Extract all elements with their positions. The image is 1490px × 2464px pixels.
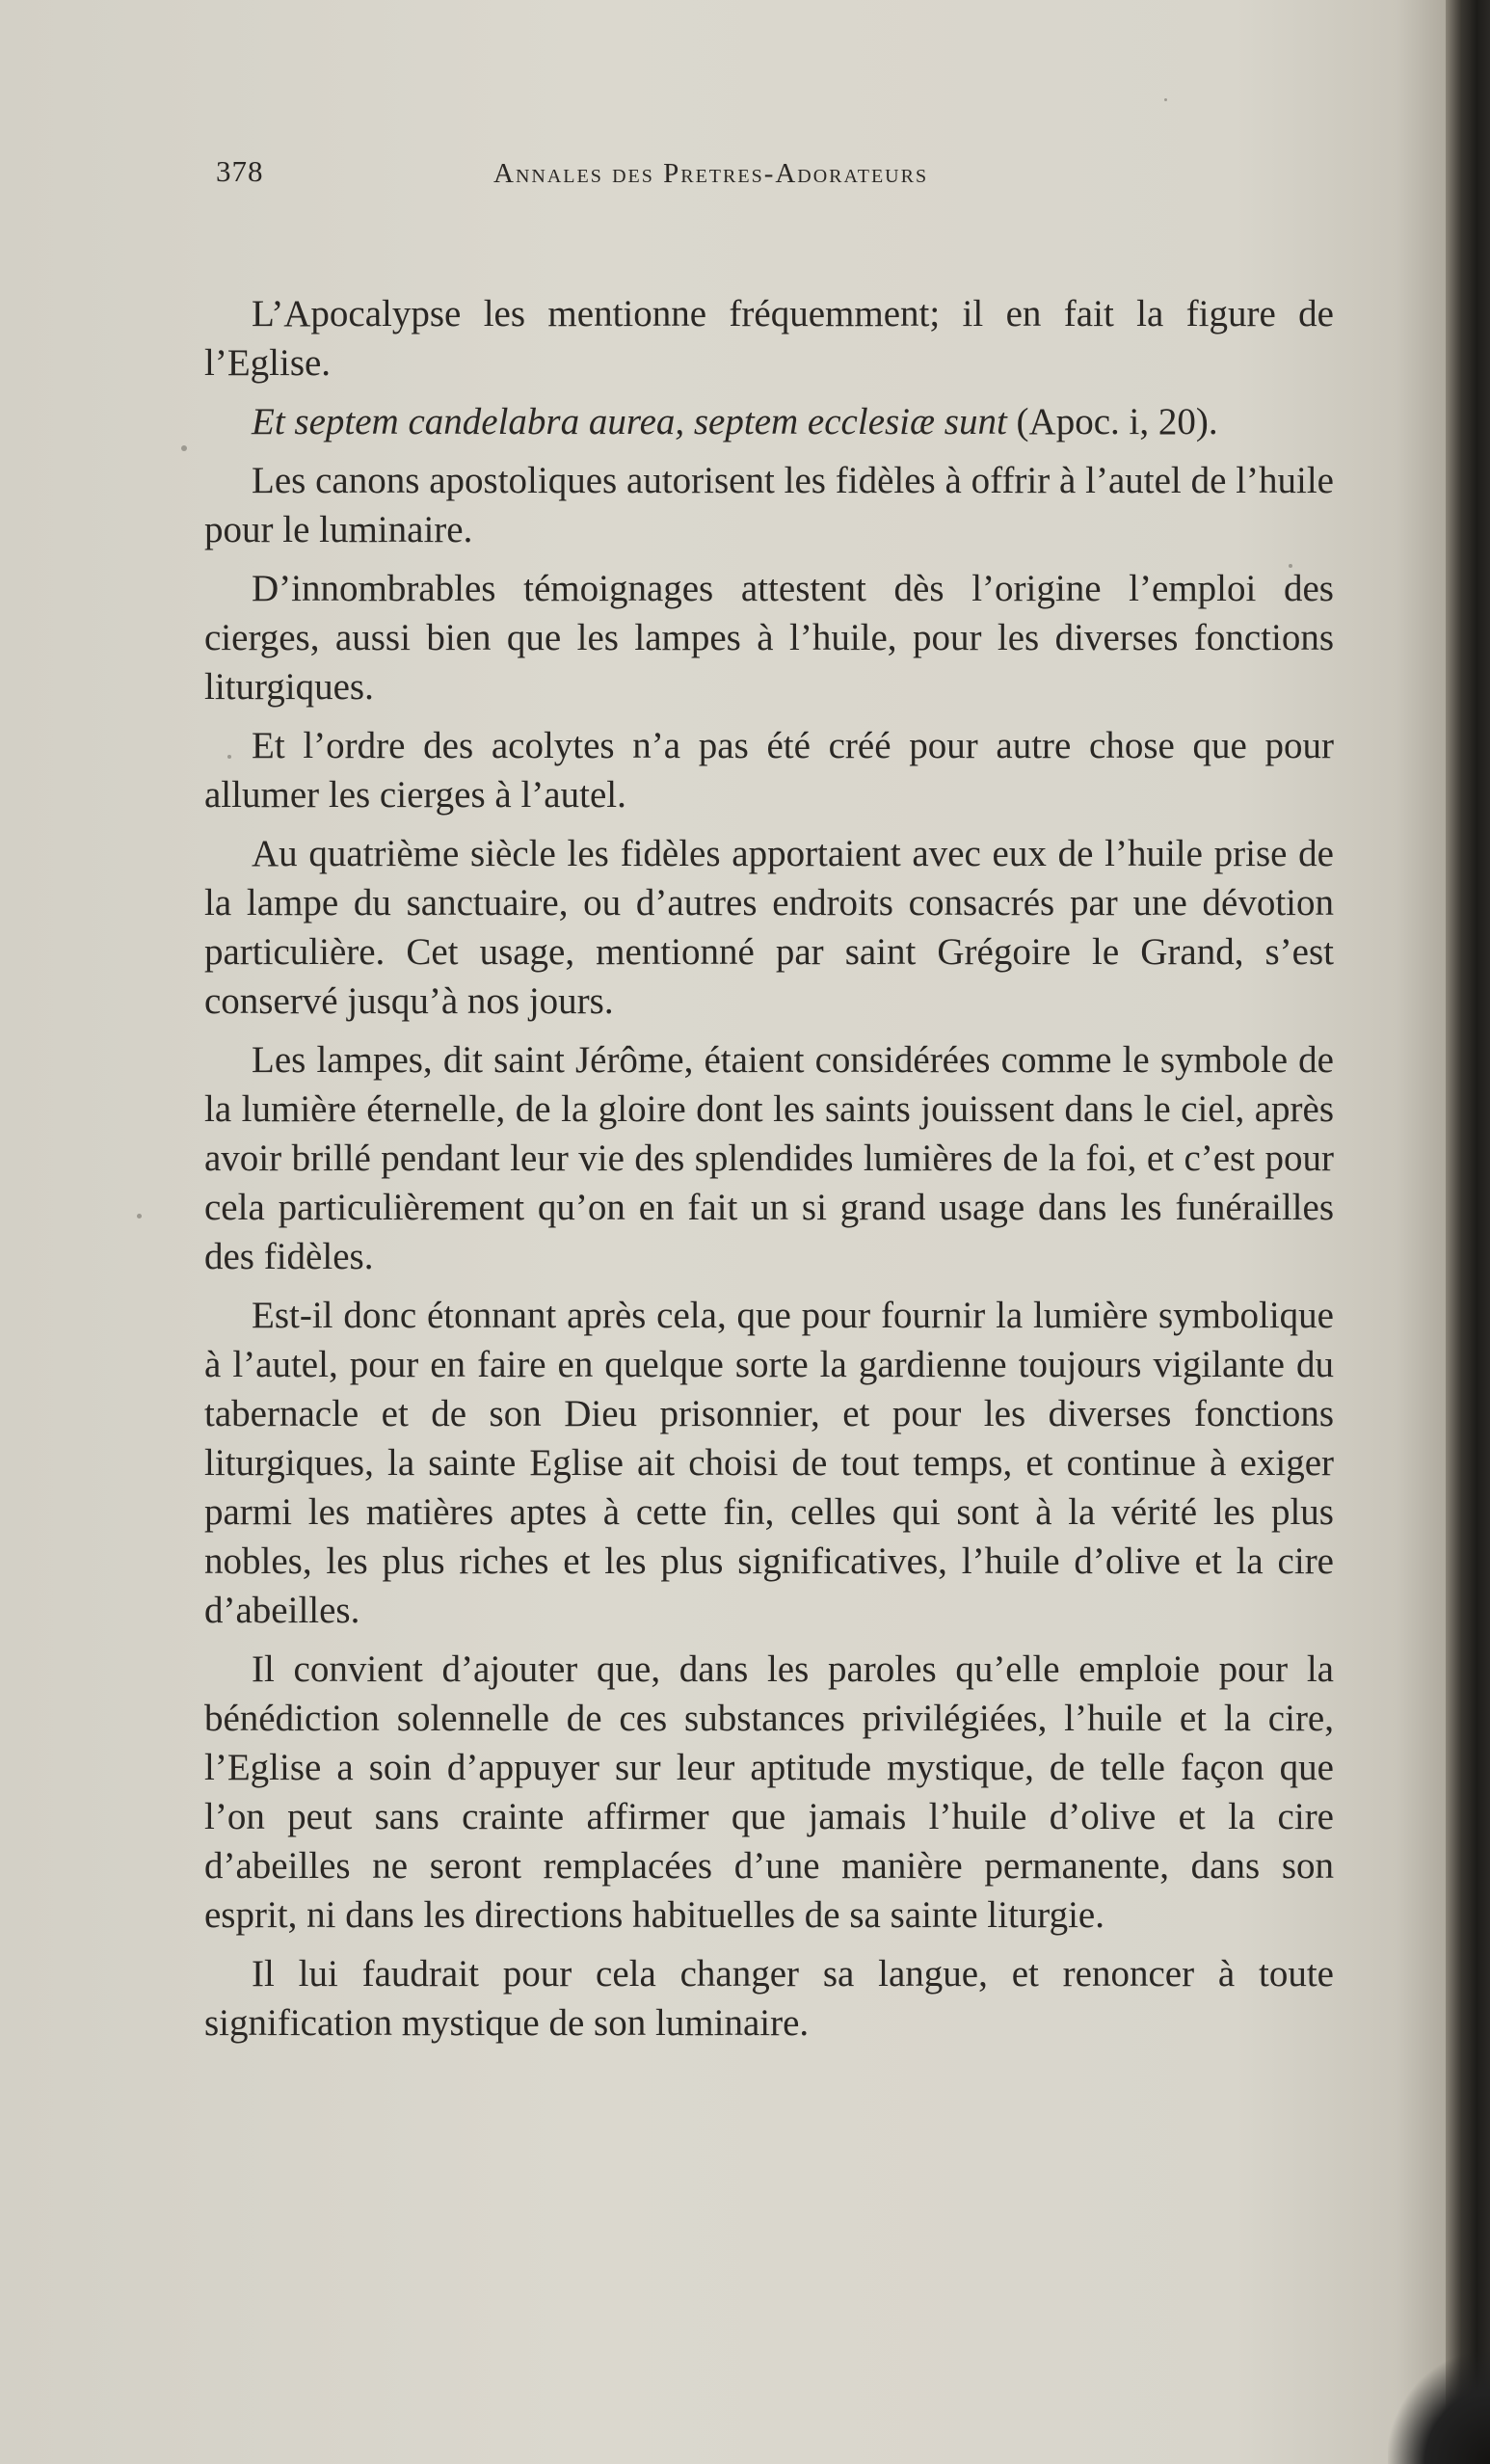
paragraph [204,397,1334,446]
paragraph [204,1035,1334,1281]
paragraph-text: Les lampes, dit saint Jérôme, étaient considérées comme le symbole de la lumière éternelle, de la gloire dont les saints jouissent dans le ciel, après avoir brillé pendant leur vie des splendides lumières de la foi, et c’est pour cela particulièrement qu’on en fait un si grand usage dans les funérailles des fidèles. [204,1039,1334,1277]
paragraph [204,721,1334,819]
paragraph-text: Il lui faudrait pour cela changer sa langue, et renoncer à toute signification mystique de son luminaire. [204,1953,1334,2044]
paper-speck [1289,564,1292,568]
paragraph-text: Les canons apostoliques autorisent les fidèles à offrir à l’autel de l’huile pour le luminaire. [204,460,1334,550]
paragraph-text: Il convient d’ajouter que, dans les paroles qu’elle emploie pour la bénédiction solennelle de ces substances privilégiées, l’huile et la cire, l’Eglise a soin d’appuyer sur leur aptitude mystique, de telle façon que l’on peut sans crainte affirmer que jamais l’huile d’olive et la cire d’abeilles ne seront remplacées d’une manière permanente, dans son esprit, ni dans les directions habituelles de sa sainte liturgie. [204,1648,1334,1936]
paper-speck [1164,98,1167,101]
running-title: Annales des Pretres-Adorateurs [493,158,929,189]
paragraph [204,1949,1334,2048]
latin-quote: Et septem candelabra aurea, septem ecclesiæ sunt [252,401,1007,442]
paragraph-text: Et l’ordre des acolytes n’a pas été créé pour autre chose que pour allumer les cierges à l’autel. [204,725,1334,816]
paragraph [204,1645,1334,1940]
paper-speck [181,445,187,451]
body-text [204,289,1334,2057]
paper-speck [227,755,231,759]
paragraph-text: D’innombrables témoignages attestent dès l’origine l’emploi des cierges, aussi bien que les lampes à l’huile, pour les diverses fonctions liturgiques. [204,568,1334,708]
paragraph-text: Au quatrième siècle les fidèles apportaient avec eux de l’huile prise de la lampe du sanctuaire, ou d’autres endroits consacrés par une dévotion particulière. Cet usage, mentionné par saint Grégoire le Grand, s’est conservé jusqu’à nos jours. [204,833,1334,1022]
citation: (Apoc. i, 20). [1006,401,1218,442]
paragraph [204,456,1334,554]
paragraph-text: L’Apocalypse les mentionne fréquemment; il en fait la figure de l’Eglise. [204,293,1334,384]
paper-speck [137,1214,142,1219]
page-number: 378 [216,154,264,188]
paragraph-text: Est-il donc étonnant après cela, que pour fournir la lumière symbolique à l’autel, pour en faire en quelque sorte la gardienne toujours vigilante du tabernacle et de son Dieu prisonnier, et pour les diverses fonctions liturgiques, la sainte Eglise ait choisi de tout temps, et continue à exiger parmi les matières aptes à cette fin, celles qui sont à la vérité les plus nobles, les plus riches et les plus significatives, l’huile d’olive et la cire d’abeilles. [204,1295,1334,1631]
book-spine [1446,0,1490,2464]
paragraph [204,564,1334,711]
paragraph [204,829,1334,1026]
page-curl-shadow [1388,2352,1490,2464]
page-header [216,154,1083,212]
paragraph [204,1291,1334,1635]
paragraph [204,289,1334,388]
